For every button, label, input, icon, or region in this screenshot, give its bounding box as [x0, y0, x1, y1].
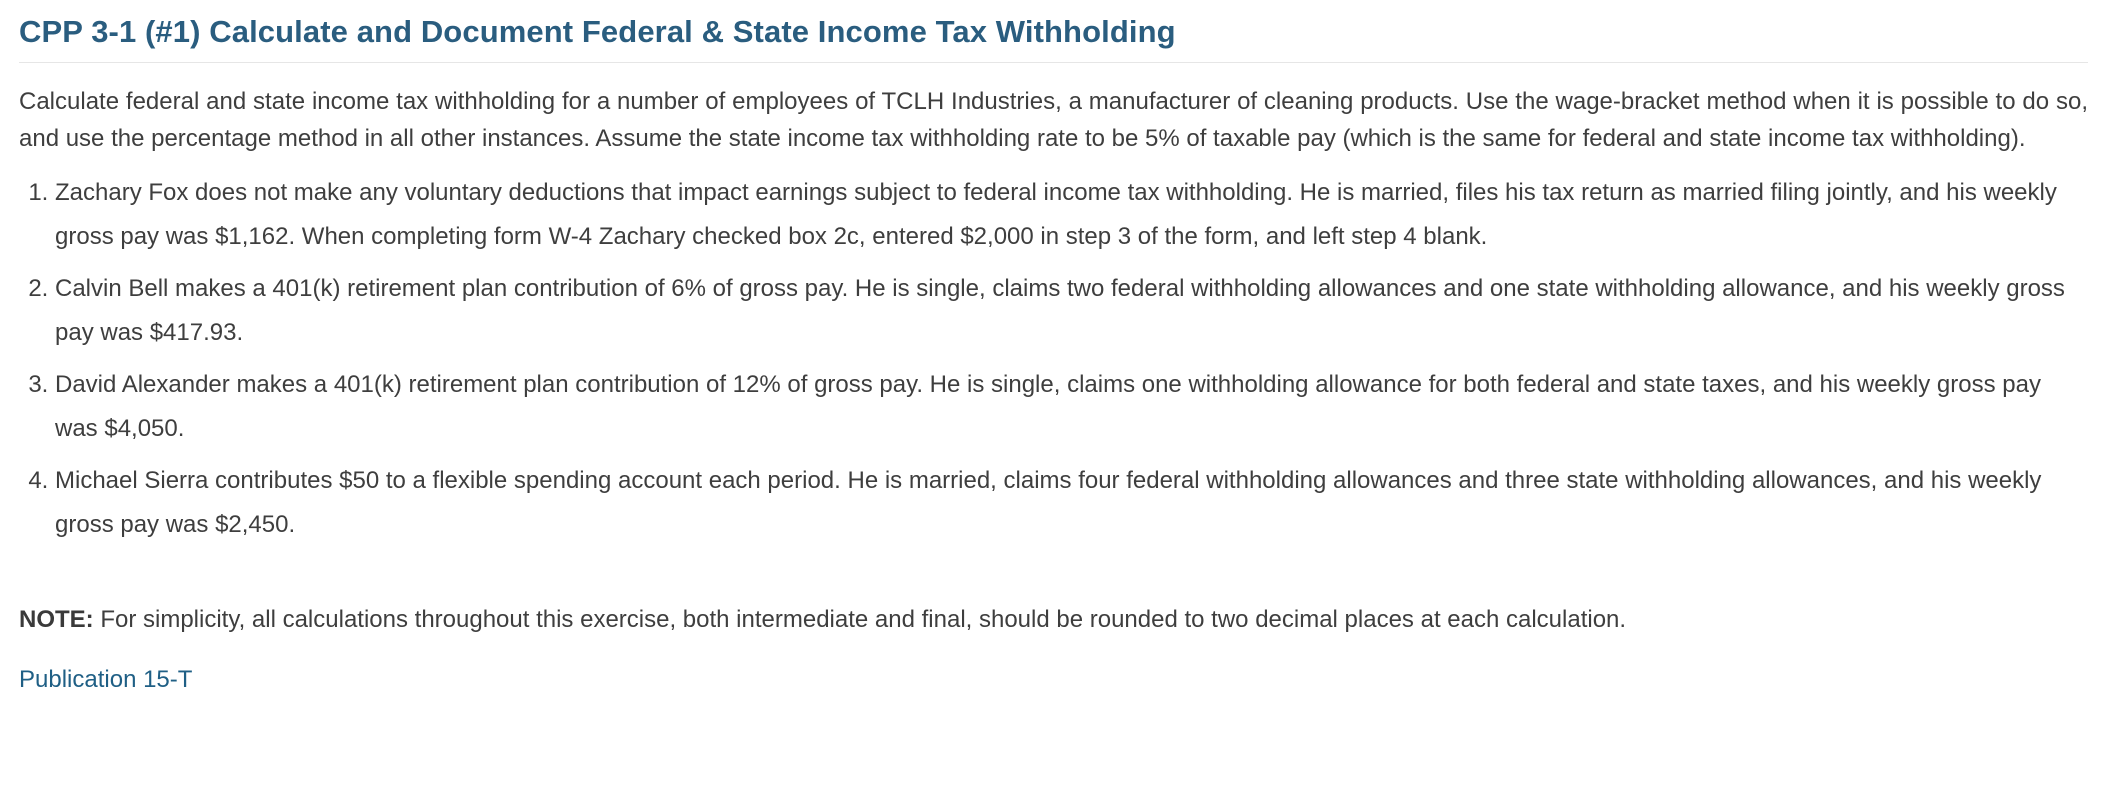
publication-15t-link[interactable]: Publication 15-T: [19, 666, 193, 693]
task-list: [19, 171, 2088, 547]
note-label: NOTE:: [19, 606, 94, 633]
list-item: 4. Michael Sierra contributes $50 to a flexible spending account each period. He is married, claims four federal withholding allowances and three state withholding allowances, and his weekly gross pay was $2,450.: [55, 459, 2088, 547]
list-item: 1. Zachary Fox does not make any voluntary deductions that impact earnings subject to federal income tax withholding. He is married, files his tax return as married filing jointly, and his weekly gross pay was $1,162. When completing form W-4 Zachary checked box 2c, entered $2,000 in step 3 of the form, and left step 4 blank.: [55, 171, 2088, 259]
note-paragraph: [19, 603, 2088, 637]
note-text: For simplicity, all calculations throughout this exercise, both intermediate and final, should be rounded to two decimal places at each calculation.: [93, 606, 1627, 633]
list-item: 2. Calvin Bell makes a 401(k) retirement plan contribution of 6% of gross pay. He is single, claims two federal withholding allowances and one state withholding allowance, and his weekly gross pay was $417.93.: [55, 267, 2088, 355]
intro-paragraph: Calculate federal and state income tax withholding for a number of employees of TCLH Industries, a manufacturer of cleaning products. Use the wage-bracket method when it is possible to do so, and use the percentage method in all other instances. Assume the state income tax withholding rate to be 5% of taxable pay (which is the same for federal and state income tax withholding).: [19, 88, 2088, 152]
list-item: 3. David Alexander makes a 401(k) retirement plan contribution of 12% of gross pay. He is single, claims one withholding allowance for both federal and state taxes, and his weekly gross pay was $4,050.: [55, 363, 2088, 451]
page-title: CPP 3-1 (#1) Calculate and Document Federal & State Income Tax Withholding: [19, 10, 2088, 63]
